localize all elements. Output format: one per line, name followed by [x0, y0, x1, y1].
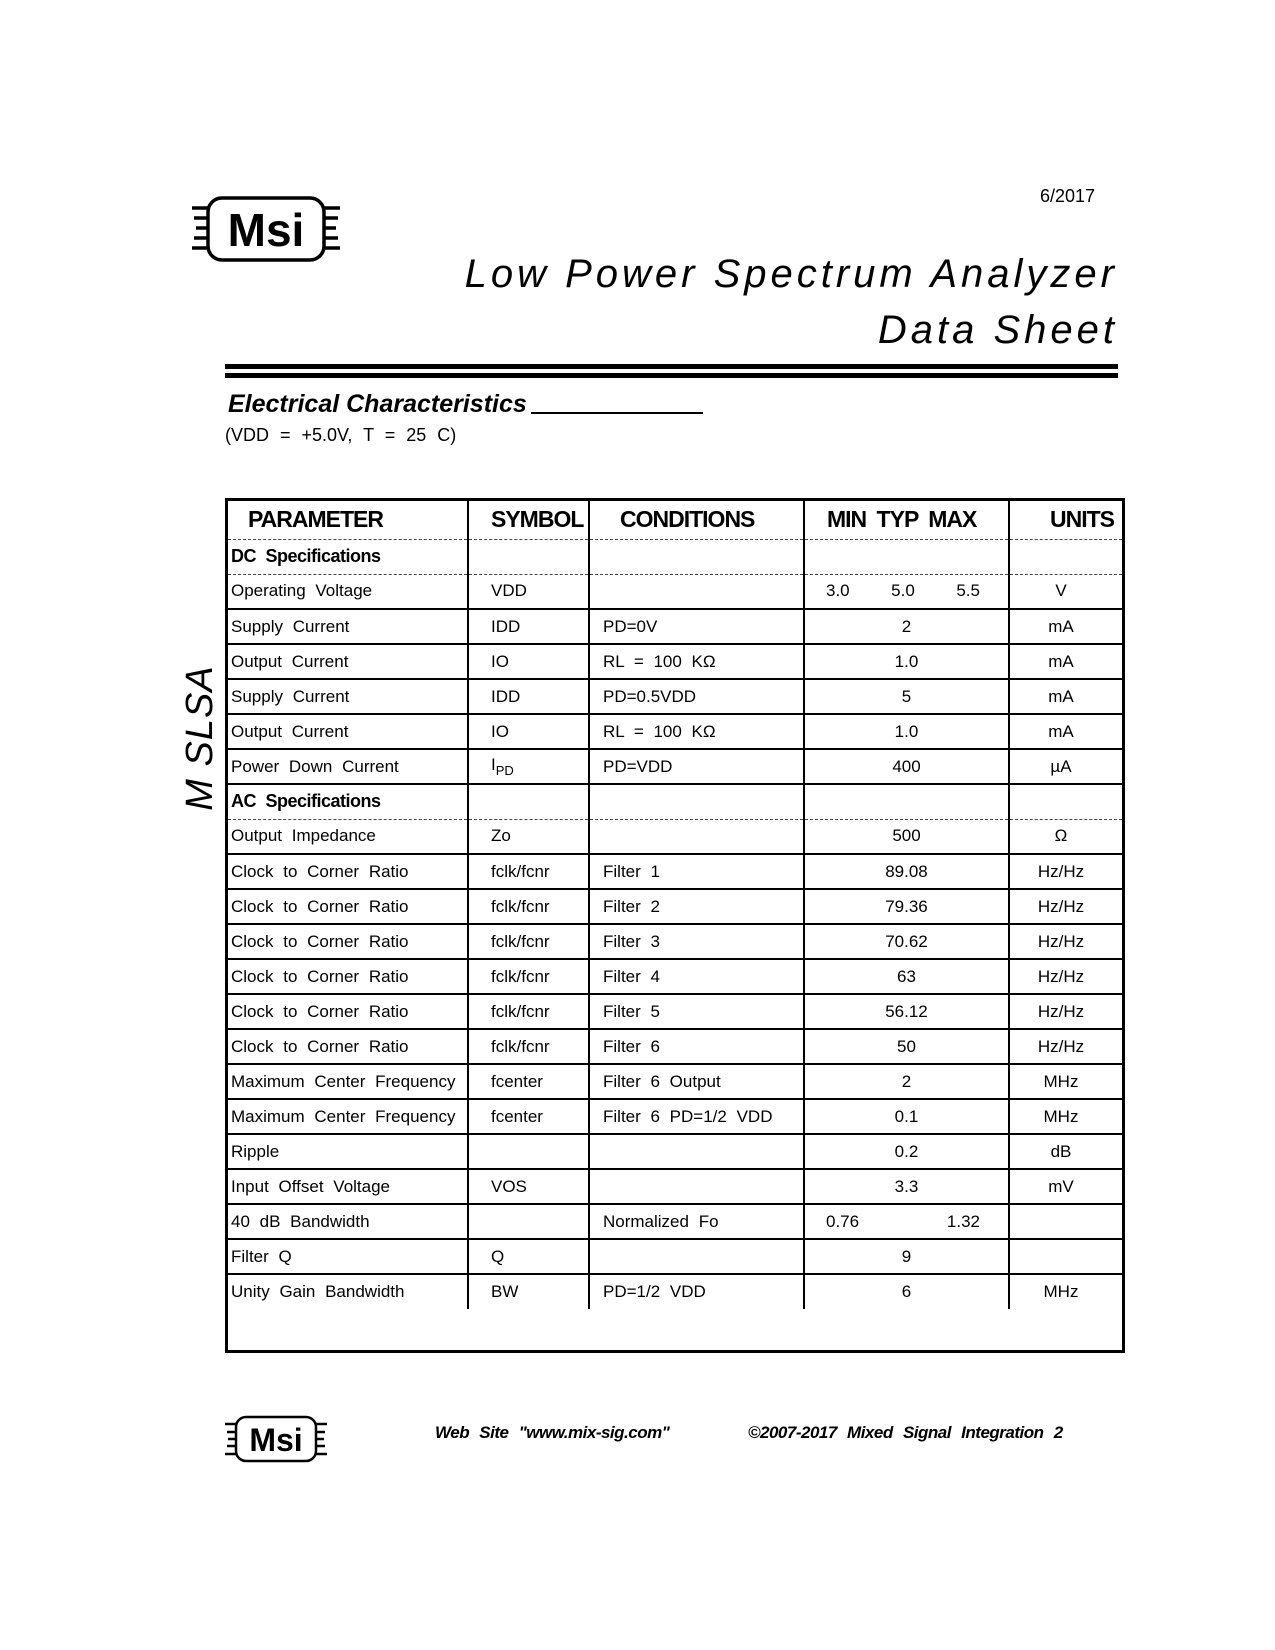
header-units: UNITS [1009, 501, 1122, 539]
cell-conditions: Filter 6 [589, 1029, 804, 1064]
cell-conditions [589, 819, 804, 854]
cell-conditions [589, 1169, 804, 1204]
value-range [805, 1212, 1008, 1232]
cell-symbol: VDD [468, 574, 589, 609]
table-row [228, 959, 1122, 994]
value-typ: 5 [901, 686, 912, 706]
header-rule-top [225, 364, 1118, 369]
value-range [805, 581, 1008, 601]
cell-parameter: Unity Gain Bandwidth [228, 1274, 468, 1309]
cell-units: Hz/Hz [1037, 861, 1085, 881]
cell-symbol: Q [468, 1239, 589, 1274]
cell-units: dB [1050, 1141, 1072, 1161]
cell-symbol [468, 1134, 589, 1169]
value-typ: 0.1 [894, 1106, 919, 1126]
table-row [228, 1274, 1122, 1309]
cell-parameter: Clock to Corner Ratio [228, 1029, 468, 1064]
cell-symbol: fclk/fcnr [468, 924, 589, 959]
cell-units: MHz [1043, 1071, 1079, 1091]
empty-cell [1009, 539, 1122, 574]
table-row [228, 749, 1122, 784]
cell-units [1009, 1204, 1122, 1239]
cell-symbol: IDD [468, 679, 589, 714]
cell-units: mA [1048, 721, 1074, 741]
cell-parameter: Clock to Corner Ratio [228, 854, 468, 889]
section-title: Electrical Characteristics [228, 390, 527, 418]
header-rule-bottom [225, 373, 1118, 378]
value-typ: 63 [897, 966, 916, 986]
empty-cell [468, 784, 589, 819]
cell-conditions: Normalized Fo [589, 1204, 804, 1239]
cell-conditions: Filter 1 [589, 854, 804, 889]
cell-min-typ-max [804, 1099, 1009, 1134]
cell-conditions: Filter 2 [589, 889, 804, 924]
section-title-underline [531, 412, 703, 414]
section-label: DC Specifications [228, 539, 468, 574]
cell-parameter: Clock to Corner Ratio [228, 959, 468, 994]
cell-symbol: fclk/fcnr [468, 1029, 589, 1064]
cell-conditions: Filter 6 PD=1/2 VDD [589, 1099, 804, 1134]
msi-footer-logo [225, 1414, 327, 1464]
cell-parameter: Power Down Current [228, 749, 468, 784]
table-row [228, 994, 1122, 1029]
value-typ: 79.36 [885, 896, 928, 916]
cell-units: V [1055, 581, 1067, 601]
cell-min-typ-max [804, 1064, 1009, 1099]
cell-parameter: Clock to Corner Ratio [228, 889, 468, 924]
cell-symbol: VOS [468, 1169, 589, 1204]
cell-parameter: Clock to Corner Ratio [228, 994, 468, 1029]
msi-logo [192, 194, 340, 266]
table-row [228, 1064, 1122, 1099]
cell-parameter: Operating Voltage [228, 574, 468, 609]
value-typ: 1.0 [894, 651, 919, 671]
cell-symbol: IDD [468, 609, 589, 644]
cell-symbol: Zo [468, 819, 589, 854]
cell-units: mA [1048, 686, 1074, 706]
cell-symbol: fclk/fcnr [468, 994, 589, 1029]
cell-conditions: RL = 100 KΩ [589, 644, 804, 679]
cell-min-typ-max [804, 994, 1009, 1029]
table-row [228, 1029, 1122, 1064]
cell-symbol: BW [468, 1274, 589, 1309]
cell-min-typ-max [804, 889, 1009, 924]
cell-parameter: Output Current [228, 644, 468, 679]
cell-parameter: Filter Q [228, 1239, 468, 1274]
empty-cell [589, 539, 804, 574]
table-row [228, 1204, 1122, 1239]
cell-conditions [589, 1134, 804, 1169]
cell-symbol: fcenter [468, 1064, 589, 1099]
cell-units: Hz/Hz [1037, 1001, 1085, 1021]
value-typ: 2 [901, 616, 912, 636]
cell-parameter: Output Current [228, 714, 468, 749]
value-typ: 6 [901, 1282, 912, 1301]
cell-conditions: Filter 6 Output [589, 1064, 804, 1099]
cell-min-typ-max [804, 959, 1009, 994]
table-row [228, 819, 1122, 854]
document-title-line1: Low Power Spectrum Analyzer [464, 252, 1118, 296]
cell-min-typ-max [804, 1029, 1009, 1064]
table-row [228, 1239, 1122, 1274]
cell-symbol: IO [468, 644, 589, 679]
empty-cell [589, 784, 804, 819]
cell-min-typ-max [804, 609, 1009, 644]
cell-units: Hz/Hz [1037, 966, 1085, 986]
value-typ: 50 [897, 1036, 916, 1056]
cell-units: µA [1050, 756, 1072, 776]
cell-conditions: PD=VDD [589, 749, 804, 784]
cell-parameter: Output Impedance [228, 819, 468, 854]
cell-conditions [589, 1239, 804, 1274]
cell-min-typ-max [804, 574, 1009, 609]
cell-units [1009, 1239, 1122, 1274]
header-conditions: CONDITIONS [589, 501, 804, 539]
header-min-typ-max: MIN TYP MAX [804, 501, 1009, 539]
empty-cell [804, 539, 1009, 574]
cell-conditions: PD=1/2 VDD [589, 1274, 804, 1309]
cell-units: Hz/Hz [1037, 931, 1085, 951]
cell-min-typ-max [804, 924, 1009, 959]
footer-copyright: ©2007-2017 Mixed Signal Integration 2 [748, 1423, 1063, 1442]
cell-conditions: Filter 5 [589, 994, 804, 1029]
cell-parameter: Clock to Corner Ratio [228, 924, 468, 959]
table-row [228, 714, 1122, 749]
cell-symbol: fclk/fcnr [468, 959, 589, 994]
svg-text:Msi: Msi [227, 204, 305, 256]
value-typ: 70.62 [885, 931, 928, 951]
cell-units: mA [1048, 616, 1074, 636]
document-title-line2: Data Sheet [877, 308, 1118, 352]
table-row [228, 609, 1122, 644]
value-min: 3.0 [826, 581, 850, 601]
cell-min-typ-max [804, 749, 1009, 784]
cell-symbol: fclk/fcnr [468, 854, 589, 889]
symbol-main: I [491, 755, 496, 774]
symbol-subscript: PD [495, 763, 514, 778]
cell-parameter: Input Offset Voltage [228, 1169, 468, 1204]
value-typ: 9 [901, 1246, 912, 1266]
cell-symbol: fcenter [468, 1099, 589, 1134]
cell-units: MHz [1043, 1106, 1079, 1126]
cell-symbol [468, 749, 589, 784]
cell-symbol [468, 1204, 589, 1239]
table-row [228, 1169, 1122, 1204]
value-typ: 1.0 [894, 721, 919, 741]
cell-conditions: PD=0V [589, 609, 804, 644]
cell-min-typ-max [804, 854, 1009, 889]
cell-min-typ-max [804, 679, 1009, 714]
cell-conditions: RL = 100 KΩ [589, 714, 804, 749]
empty-cell [1009, 784, 1122, 819]
empty-cell [468, 539, 589, 574]
cell-min-typ-max [804, 819, 1009, 854]
value-min: 0.76 [826, 1211, 860, 1231]
header-parameter: PARAMETER [228, 501, 468, 539]
value-typ: 5.0 [891, 581, 915, 601]
ac-specifications-row [228, 784, 1122, 819]
table-row [228, 1099, 1122, 1134]
table-row [228, 854, 1122, 889]
table-row [228, 644, 1122, 679]
header-symbol: SYMBOL [468, 501, 589, 539]
table-header-row [228, 501, 1122, 539]
side-part-label: M SLSA [178, 665, 221, 811]
section-label: AC Specifications [228, 784, 468, 819]
cell-units: mA [1048, 651, 1074, 671]
cell-min-typ-max [804, 1169, 1009, 1204]
cell-min-typ-max [804, 1134, 1009, 1169]
value-typ: 89.08 [885, 861, 928, 881]
table-row [228, 574, 1122, 609]
value-typ: 0.2 [894, 1141, 919, 1161]
value-max: 5.5 [956, 581, 980, 601]
cell-units: MHz [1043, 1282, 1079, 1301]
cell-units: Hz/Hz [1037, 896, 1085, 916]
cell-parameter: Supply Current [228, 679, 468, 714]
cell-parameter: Ripple [228, 1134, 468, 1169]
value-typ: 2 [901, 1071, 912, 1091]
cell-conditions [589, 574, 804, 609]
value-typ: 500 [892, 826, 921, 846]
cell-min-typ-max [804, 1239, 1009, 1274]
table-row [228, 924, 1122, 959]
cell-units: mV [1048, 1176, 1074, 1196]
cell-min-typ-max [804, 714, 1009, 749]
footer-website: Web Site "www.mix-sig.com" [435, 1423, 670, 1442]
cell-symbol: IO [468, 714, 589, 749]
empty-cell [804, 784, 1009, 819]
document-date: 6/2017 [1040, 186, 1096, 206]
cell-units: Hz/Hz [1037, 1036, 1085, 1056]
cell-conditions: PD=0.5VDD [589, 679, 804, 714]
cell-min-typ-max [804, 1274, 1009, 1309]
cell-units: Ω [1054, 826, 1068, 846]
test-conditions: (VDD = +5.0V, T = 25 C) [225, 425, 457, 445]
cell-parameter: 40 dB Bandwidth [228, 1204, 468, 1239]
table-row [228, 889, 1122, 924]
cell-min-typ-max [804, 1204, 1009, 1239]
table-row [228, 679, 1122, 714]
value-typ: 56.12 [885, 1001, 928, 1021]
svg-text:Msi: Msi [249, 1422, 303, 1458]
cell-symbol: fclk/fcnr [468, 889, 589, 924]
value-typ: 400 [892, 756, 921, 776]
value-max: 1.32 [946, 1211, 980, 1231]
cell-parameter: Supply Current [228, 609, 468, 644]
cell-parameter: Maximum Center Frequency [228, 1099, 468, 1134]
cell-parameter: Maximum Center Frequency [228, 1064, 468, 1099]
electrical-characteristics-table [225, 498, 1125, 1353]
value-typ: 3.3 [894, 1176, 919, 1196]
cell-conditions: Filter 3 [589, 924, 804, 959]
cell-conditions: Filter 4 [589, 959, 804, 994]
dc-specifications-row [228, 539, 1122, 574]
table-row [228, 1134, 1122, 1169]
cell-min-typ-max [804, 644, 1009, 679]
